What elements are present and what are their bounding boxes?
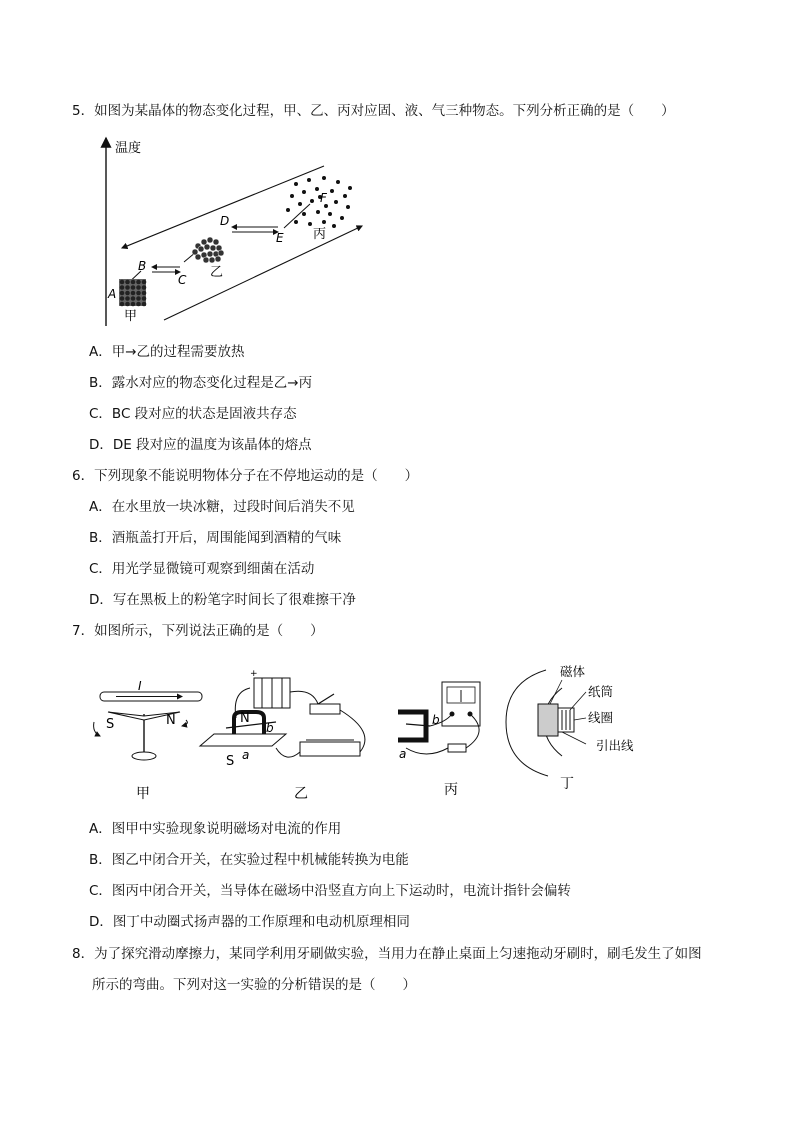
figure-bing-induction [398,682,480,798]
state-label-yi: 乙 [210,265,224,280]
q7-option-d[interactable]: D．图丁中动圈式扬声器的工作原理和电动机原理相同 [89,914,410,930]
needle-north-label: N [166,713,176,728]
q5-option-b[interactable]: B．露水对应的物态变化过程是乙→丙 [89,375,313,391]
speaker-label-paper-cone: 纸筒 [588,684,614,699]
yi-point-b: b [266,721,274,735]
point-label-d: D [220,214,230,228]
yi-point-a: a [242,748,250,762]
q5-phase-diagram [96,134,368,326]
caption-bing: 丙 [444,782,458,798]
q5-option-d[interactable]: D．DE 段对应的温度为该晶体的熔点 [89,437,312,453]
figure-jia-oersted [94,679,202,802]
solid-lattice-icon [119,279,146,306]
q5-axis-label: 温度 [115,141,142,156]
figure-ding-speaker [506,664,634,792]
caption-yi: 乙 [294,786,308,802]
q7-figures [86,652,666,808]
caption-jia: 甲 [136,786,150,802]
question-5-stem: 5．如图为某晶体的物态变化过程，甲、乙、丙对应固、液、气三种物态。下列分析正确的是（ ） [72,103,675,119]
current-label: I [138,679,142,693]
caption-ding: 丁 [560,776,574,792]
figure-yi-motor [200,669,365,802]
point-label-e: E [276,231,284,245]
q7-option-b[interactable]: B．图乙中闭合开关，在实验过程中机械能转换为电能 [89,852,409,868]
speaker-label-coil: 线圈 [588,710,614,725]
question-6-stem: 6．下列现象不能说明物体分子在不停地运动的是（ ） [72,468,419,484]
q5-option-c[interactable]: C．BC 段对应的状态是固液共存态 [89,406,297,422]
magnet-south-label: S [226,754,235,769]
point-label-c: C [178,273,187,287]
battery-plus-label: + [250,669,258,679]
speaker-label-lead-wire: 引出线 [596,738,634,753]
state-label-jia: 甲 [124,309,138,324]
q5-option-a[interactable]: A．甲→乙的过程需要放热 [89,344,245,360]
bing-point-b: b [432,713,440,727]
q7-option-c[interactable]: C．图丙中闭合开关，当导体在磁场中沿竖直方向上下运动时，电流计指针会偏转 [89,883,571,899]
speaker-label-magnet: 磁体 [560,664,586,679]
liquid-cluster-icon [192,237,224,263]
q6-option-b[interactable]: B．酒瓶盖打开后，周围能闻到酒精的气味 [89,530,342,546]
q6-option-a[interactable]: A．在水里放一块冰糖，过段时间后消失不见 [89,499,355,515]
question-8-stem-line-2: 所示的弯曲。下列对这一实验的分析错误的是（ ） [92,977,416,993]
point-label-f: F [320,191,327,205]
point-label-a: A [108,287,117,301]
needle-south-label: S [106,717,115,732]
q6-option-d[interactable]: D．写在黑板上的粉笔字时间长了很难擦干净 [89,592,356,608]
magnet-north-label: N [240,711,250,726]
state-label-bing: 丙 [313,227,327,242]
question-8-stem-line-1: 8．为了探究滑动摩擦力，某同学利用牙刷做实验，当用力在静止桌面上匀速拖动牙刷时，刷毛发生了如图 [72,946,702,962]
q7-option-a[interactable]: A．图甲中实验现象说明磁场对电流的作用 [89,821,342,837]
gas-particles-icon [286,176,352,228]
question-7-stem: 7．如图所示，下列说法正确的是（ ） [72,623,324,639]
bing-point-a: a [399,747,407,761]
point-label-b: B [138,259,147,273]
q6-option-c[interactable]: C．用光学显微镜可观察到细菌在活动 [89,561,315,577]
